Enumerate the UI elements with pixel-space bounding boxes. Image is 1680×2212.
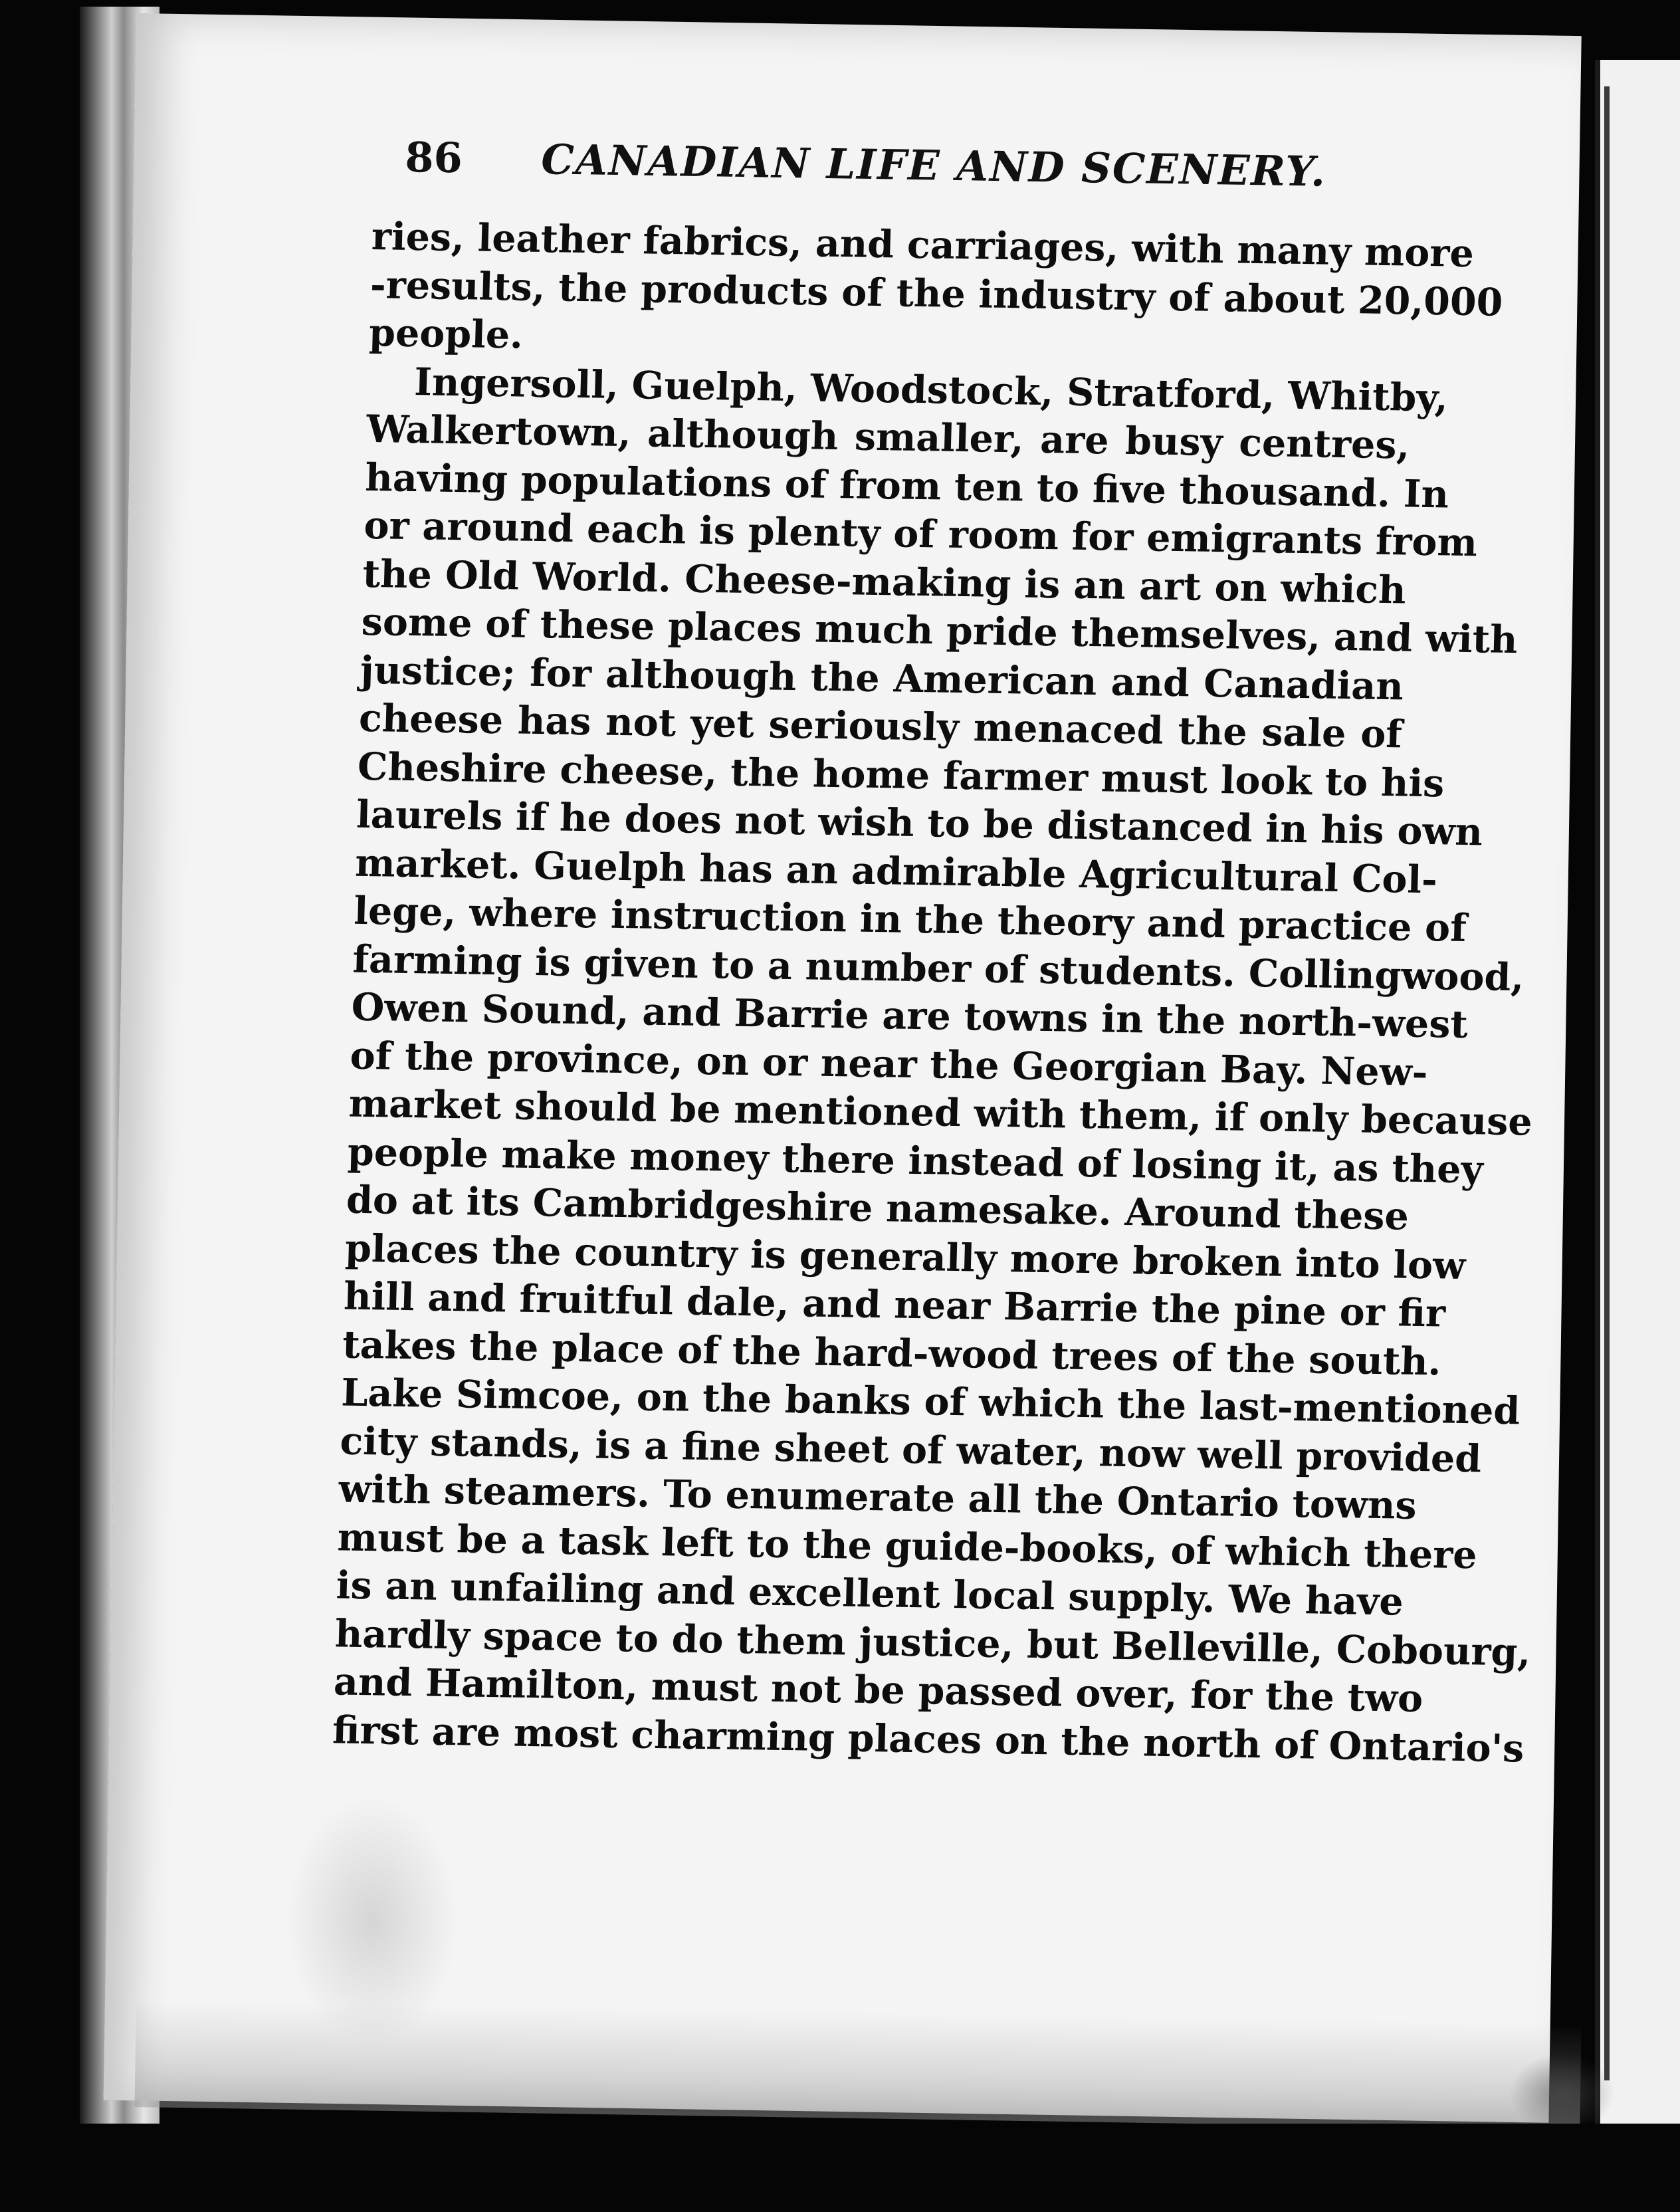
text-line: cheese has not yet seriously menaced the sale of <box>358 695 1403 757</box>
text-line: justice; for although the American and Canadian <box>360 647 1404 709</box>
text-line: places the country is generally more broken into low <box>344 1226 1467 1288</box>
text-line: -results, the products of the industry of about 20,000 <box>369 262 1504 325</box>
text-line: do at its Cambridgeshire namesake. Around these <box>346 1177 1410 1239</box>
scan-bottom-border <box>0 2124 1680 2212</box>
text-line: having populations of from ten to five thousand. In <box>364 455 1449 516</box>
facing-page-border <box>1604 86 1610 2080</box>
text-line: hill and fruitful dale, and near Barrie the pine or fir <box>343 1273 1446 1336</box>
text-line: first are most charming places on the north of Ontario's <box>332 1707 1525 1771</box>
text-line: people. <box>368 310 524 358</box>
text-line: Ingersoll, Guelph, Woodstock, Stratford, Whitby, <box>413 359 1449 420</box>
text-line: ries, leather fabrics, and carriages, with many more <box>371 213 1475 276</box>
text-line: laurels if he does not wish to be distanced in his own <box>356 792 1483 855</box>
text-line: must be a task left to the guide-books, of which there <box>336 1514 1478 1577</box>
text-line: some of these places much pride themselves, and with <box>361 599 1519 663</box>
text-line: or around each is plenty of room for emigrants from <box>363 502 1478 566</box>
text-line: Walkertown, although smaller, are busy centres, <box>366 406 1411 468</box>
text-line: the Old World. Cheese-making is an art on which <box>362 551 1407 612</box>
text-line: is an unfailing and excellent local supply. We have <box>336 1563 1404 1624</box>
body-text <box>332 213 1533 1771</box>
text-line: market should be mentioned with them, if only because <box>348 1081 1533 1145</box>
text-line: Owen Sound, and Barrie are towns in the north-west <box>350 984 1469 1048</box>
text-line: people make money there instead of losing it, as they <box>347 1129 1484 1192</box>
text-line: city stands, is a fine sheet of water, now well provided <box>339 1418 1483 1481</box>
page-number: 86 <box>404 133 463 183</box>
running-title: CANADIAN LIFE AND SCENERY. <box>540 135 1327 196</box>
text-line: takes the place of the hard-wood trees of the south. <box>342 1322 1442 1384</box>
text-line: Lake Simcoe, on the banks of which the last-mentioned <box>340 1370 1521 1434</box>
text-line: hardly space to do them justice, but Belleville, Cobourg, <box>334 1610 1532 1675</box>
text-line: of the province, on or near the Georgian Bay. New- <box>349 1033 1429 1095</box>
text-line: Cheshire cheese, the home farmer must look to his <box>357 744 1445 806</box>
text-line: farming is given to a number of students. Collingwood, <box>352 937 1525 1000</box>
text-line: market. Guelph has an admirable Agricultural Col- <box>354 840 1438 902</box>
text-line: lege, where instruction in the theory and practice of <box>353 888 1467 950</box>
page-smudge <box>286 1795 459 2047</box>
page-damage <box>1509 2054 1615 2134</box>
text-line: with steamers. To enumerate all the Ontario towns <box>338 1466 1418 1528</box>
facing-page-edge <box>1595 60 1680 2173</box>
text-line: and Hamilton, must not be passed over, for the two <box>333 1659 1424 1721</box>
